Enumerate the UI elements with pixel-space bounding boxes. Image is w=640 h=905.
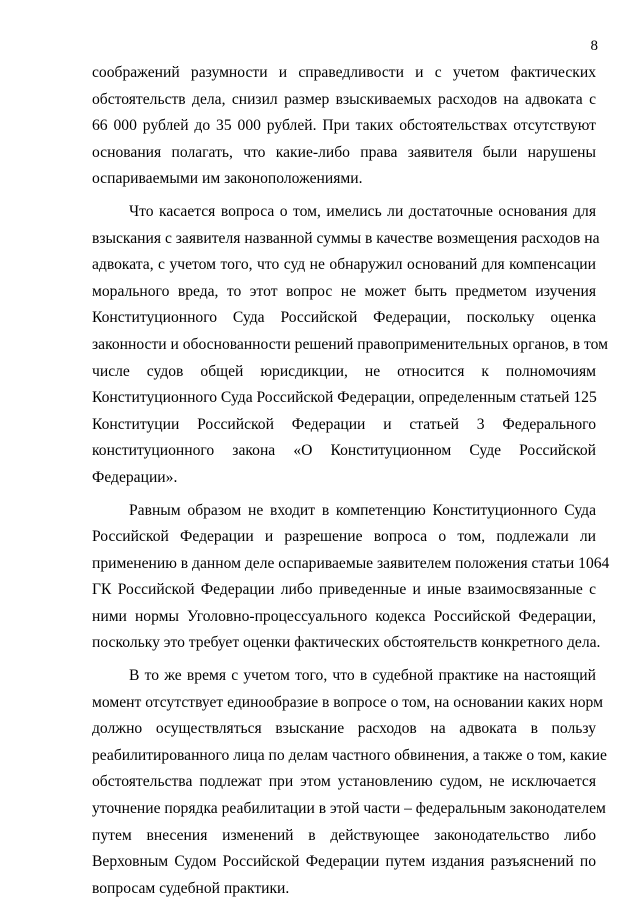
paragraph: [92, 498, 610, 658]
paragraph: [92, 663, 607, 902]
text-line: В то же время с учетом того, что в судебной практике на настоящий: [129, 667, 596, 685]
text-line: Равным образом не входит в компетенцию Конституционного Суда: [129, 501, 596, 519]
document-body: [92, 60, 610, 902]
text-line: уточнение порядка реабилитации в этой части – федеральным законодателем: [92, 800, 606, 818]
text-line: Конституционного Суда Российской Федерации, поскольку оценка: [92, 309, 596, 327]
text-line: Верховным Судом Российской Федерации путем издания разъяснений по: [92, 853, 596, 871]
text-line: ними нормы Уголовно-процессуального кодекса Российской Федерации,: [92, 607, 596, 625]
text-line: числе судов общей юрисдикции, не относится к полномочиям: [92, 362, 596, 380]
text-line: Конституционного Суда Российской Федерации, определенным статьей 125: [92, 389, 597, 407]
text-line: морального вреда, то этот вопрос не может быть предметом изучения: [92, 282, 596, 300]
text-line: должно осуществляться взыскание расходов на адвоката в пользу: [92, 720, 596, 738]
text-line: взыскания с заявителя названной суммы в качестве возмещения расходов на: [92, 229, 600, 247]
text-line: вопросам судебной практики.: [92, 879, 290, 897]
text-line: путем внесения изменений в действующее законодательство либо: [92, 826, 596, 844]
text-line: 66 000 рублей до 35 000 рублей. При таких обстоятельствах отсутствуют: [92, 117, 596, 135]
text-line: соображений разумности и справедливости и с учетом фактических: [92, 64, 596, 81]
text-line: Что касается вопроса о том, имелись ли достаточные основания для: [129, 202, 596, 220]
page-number: 8: [590, 38, 598, 54]
paragraph: [92, 60, 596, 193]
text-line: обстоятельства подлежат при этом установлению судом, не исключается: [92, 773, 596, 791]
text-line: адвоката, с учетом того, что суд не обнаружил оснований для компенсации: [92, 256, 596, 274]
text-line: основания полагать, что какие-либо права заявителя были нарушены: [92, 143, 596, 161]
text-line: применению в данном деле оспариваемые заявителем положения статьи 1064: [92, 554, 610, 572]
text-line: ГК Российской Федерации либо приведенные и иные взаимосвязанные с: [92, 581, 596, 599]
text-line: законности и обоснованности решений правоприменительных органов, в том: [92, 335, 608, 353]
text-line: обстоятельств дела, снизил размер взыскиваемых расходов на адвоката с: [92, 90, 596, 108]
text-line: Конституции Российской Федерации и статьей 3 Федерального: [92, 415, 596, 433]
text-line: Федерации».: [92, 468, 178, 486]
text-line: поскольку это требует оценки фактических обстоятельств конкретного дела.: [92, 634, 601, 652]
paragraph: [92, 199, 608, 492]
text-line: оспариваемыми им законоположениями.: [92, 170, 363, 188]
text-line: конституционного закона «О Конституционном Суде Российской: [92, 442, 596, 460]
text-line: реабилитированного лица по делам частного обвинения, а также о том, какие: [92, 746, 607, 764]
text-line: момент отсутствует единообразие в вопросе о том, на основании каких норм: [92, 693, 603, 711]
text-line: Российской Федерации и разрешение вопроса о том, подлежали ли: [92, 528, 596, 546]
